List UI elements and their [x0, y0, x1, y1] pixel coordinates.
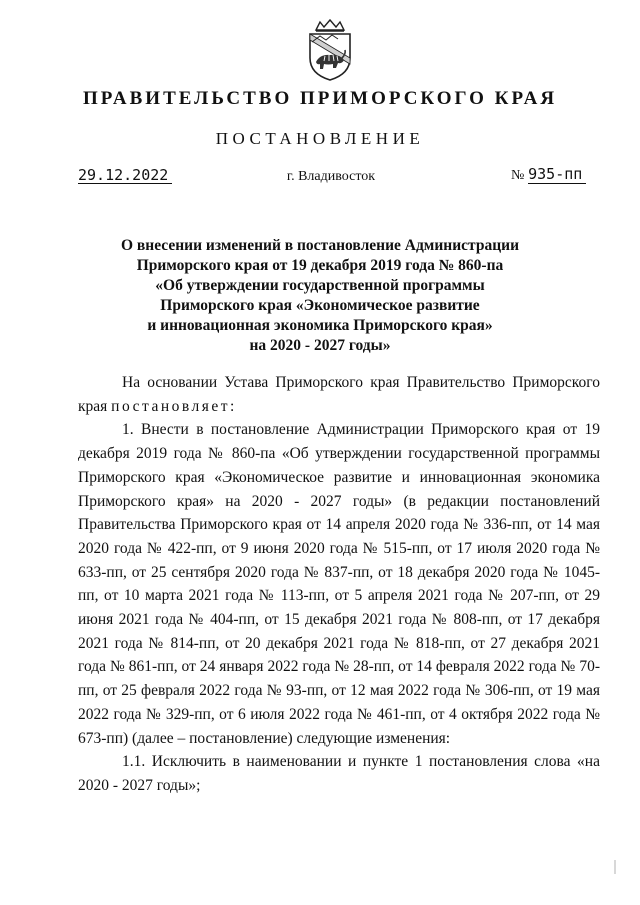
number-sign: № — [511, 168, 525, 183]
document-body — [78, 371, 600, 798]
coat-of-arms-emblem — [298, 18, 362, 82]
item-1-1-paragraph: 1.1. Исключить в наименовании и пункте 1 постановления слова «на 2020 - 2027 годы»; — [78, 753, 600, 794]
title-line: Приморского края «Экономическое развитие — [160, 297, 480, 314]
item-1-paragraph: 1. Внести в постановление Администрации Приморского края от 19 декабря 2019 года № 860-па «Об утверждении государственной программы Приморского края «Экономическое развитие и инновационная экономика Приморского края» на 2020 - 2027 годы» (в редакции постановлений Правительства Приморского края от 14 апреля 2020 года № 336-пп, от 14 мая 2020 года № 422-пп, от 9 июня 2020 года № 515-пп, от 17 июля 2020 года № 633-пп, от 25 сентября 2020 года № 837-пп, от 18 декабря 2020 года № 1045-пп, от 10 марта 2021 года № 113-пп, от 5 апреля 2021 года № 207-пп, от 29 июня 2021 года № 404-пп, от 15 декабря 2021 года № 808-пп, от 17 декабря 2021 года № 814-пп, от 20 декабря 2021 года № 818-пп, от 27 декабря 2021 года № 861-пп, от 24 января 2022 года № 28-пп, от 14 февраля 2022 года № 70-пп, от 25 февраля 2022 года № 93-пп, от 12 мая 2022 года № 306-пп, от 19 мая 2022 года № 329-пп, от 6 июля 2022 года № 461-пп, от 4 октября 2022 года № 673-пп) (далее – постановление) следующие изменения: — [78, 421, 600, 747]
preamble-keyword: постановляет — [111, 397, 231, 415]
document-title — [0, 236, 640, 356]
title-line: О внесении изменений в постановление Администрации — [120, 237, 519, 254]
document-number — [511, 166, 586, 184]
number-value: 935-пп — [528, 165, 586, 184]
title-line: Приморского края от 19 декабря 2019 года № 860-па — [136, 257, 504, 274]
preamble-paragraph — [78, 371, 600, 418]
title-line: и инновационная экономика Приморского края» — [147, 317, 493, 334]
preamble-colon: : — [230, 397, 235, 415]
document-date: 29.12.2022 — [78, 167, 172, 184]
document-city: г. Владивосток — [286, 169, 376, 184]
preamble-text: На основании Устава Приморского края Правительство Приморского края — [78, 374, 600, 415]
scan-artifact — [614, 860, 616, 874]
organization-title: ПРАВИТЕЛЬСТВО ПРИМОРСКОГО КРАЯ — [82, 88, 558, 109]
title-line: на 2020 - 2027 годы» — [249, 337, 391, 354]
title-line: «Об утверждении государственной программы — [155, 277, 485, 294]
document-type: ПОСТАНОВЛЕНИЕ — [215, 129, 425, 148]
